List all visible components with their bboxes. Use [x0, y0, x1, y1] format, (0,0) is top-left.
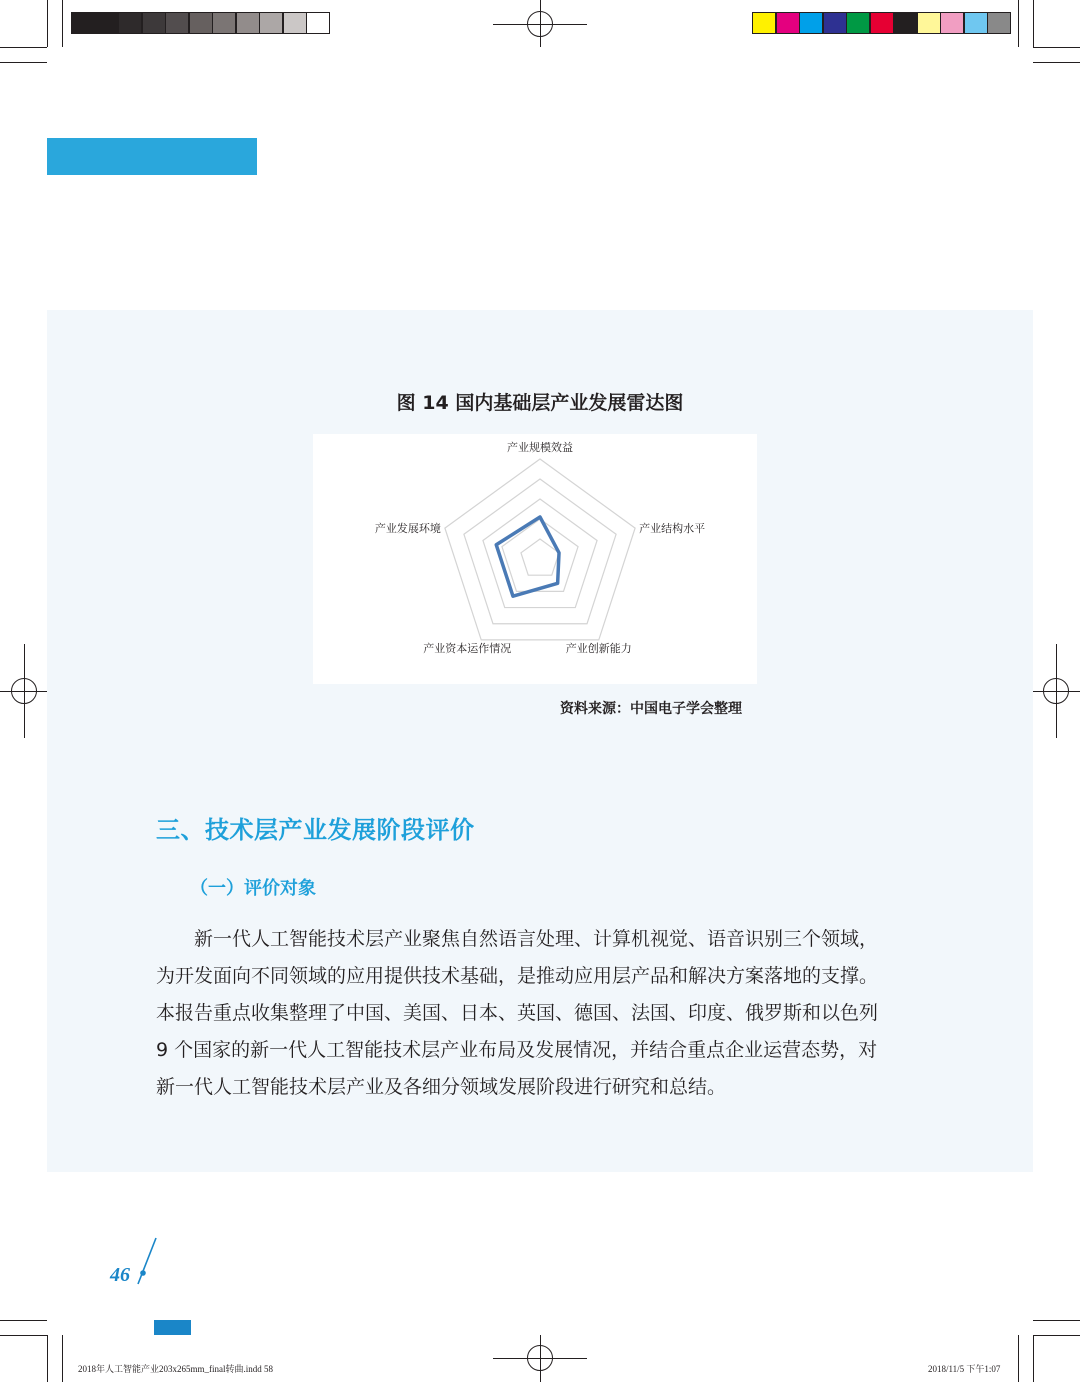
section-heading: 三、技术层产业发展阶段评价 [156, 816, 475, 844]
radar-axis-label: 产业发展环境 [374, 522, 441, 536]
header-accent-bar [47, 138, 257, 175]
radar-grid-ring [445, 459, 635, 640]
gray-swatch [95, 12, 119, 34]
color-swatch [917, 12, 941, 34]
color-swatch [893, 12, 917, 34]
gray-swatch [259, 12, 283, 34]
radar-axis-label: 产业结构水平 [639, 522, 706, 536]
gray-swatch [236, 12, 260, 34]
radar-axis-label: 产业创新能力 [565, 641, 632, 655]
color-swatch [987, 12, 1011, 34]
color-swatch [964, 12, 988, 34]
radar-chart [313, 434, 757, 684]
color-swatch [846, 12, 870, 34]
paragraph-line: 9 个国家的新一代人工智能技术层产业布局及发展情况，并结合重点企业运营态势，对 [156, 1039, 878, 1061]
print-timestamp: 2018/11/5 下午1:07 [928, 1364, 1001, 1374]
radar-axis-label: 产业资本运作情况 [423, 641, 512, 655]
radar-axis-label: 产业规模效益 [507, 441, 573, 454]
subsection-heading: （一）评价对象 [190, 878, 316, 899]
gray-swatch [71, 12, 95, 34]
paragraph-line: 新一代人工智能技术层产业聚焦自然语言处理、计算机视觉、语音识别三个领域， [194, 928, 879, 950]
gray-swatch [118, 12, 142, 34]
gray-swatch [212, 12, 236, 34]
color-swatch [799, 12, 823, 34]
paragraph-line: 为开发面向不同领域的应用提供技术基础，是推动应用层产品和解决方案落地的支撑。 [156, 965, 879, 987]
color-swatch [870, 12, 894, 34]
file-info: 2018年人工智能产业203x265mm_final转曲.indd 58 [78, 1364, 273, 1374]
gray-swatch [306, 12, 330, 34]
page-number: 46 [110, 1264, 130, 1286]
figure-source: 资料来源：中国电子学会整理 [560, 701, 742, 717]
color-swatch [752, 12, 776, 34]
radar-chart-svg [313, 434, 757, 684]
figure-title: 图 14 国内基础层产业发展雷达图 [396, 392, 684, 414]
paragraph-line: 本报告重点收集整理了中国、美国、日本、英国、德国、法国、印度、俄罗斯和以色列 [156, 1002, 879, 1024]
gray-swatch [189, 12, 213, 34]
body-paragraph [156, 921, 936, 1106]
paragraph-line: 新一代人工智能技术层产业及各细分领域发展阶段进行研究和总结。 [156, 1076, 727, 1098]
color-swatch [776, 12, 800, 34]
gray-swatch [283, 12, 307, 34]
color-swatch [940, 12, 964, 34]
color-swatch [823, 12, 847, 34]
gray-swatch [142, 12, 166, 34]
page-number-slash-icon [134, 1236, 160, 1286]
footer-accent-bar [154, 1320, 191, 1335]
radar-grid-ring [502, 519, 578, 591]
gray-swatch [165, 12, 189, 34]
